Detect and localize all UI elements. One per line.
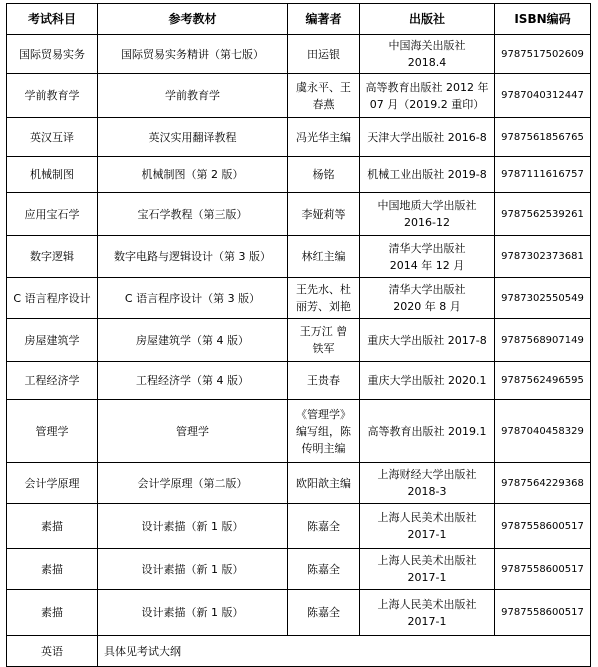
cell-isbn: 9787558600517 bbox=[495, 590, 591, 636]
header-isbn: ISBN编码 bbox=[495, 4, 591, 35]
cell-author-line: 编写组，陈 bbox=[296, 424, 351, 438]
table-row bbox=[7, 319, 591, 362]
table-row bbox=[7, 236, 591, 278]
cell-publisher-line: 机械工业出版社 2019-8 bbox=[367, 168, 487, 181]
cell-author bbox=[288, 463, 360, 504]
cell-publisher-line: 清华大学出版社 bbox=[388, 283, 466, 296]
cell-textbook: 数字电路与逻辑设计（第 3 版） bbox=[98, 236, 288, 278]
cell-author-line: 《管理学》 bbox=[296, 407, 351, 421]
cell-publisher-line: 2014 年 12 月 bbox=[389, 258, 465, 272]
cell-publisher bbox=[360, 549, 495, 590]
cell-publisher-line: 上海人民美术出版社 bbox=[377, 511, 477, 524]
cell-publisher bbox=[360, 362, 495, 400]
cell-textbook: 工程经济学（第 4 版） bbox=[98, 362, 288, 400]
cell-author bbox=[288, 362, 360, 400]
cell-publisher-line: 上海人民美术出版社 bbox=[377, 597, 477, 611]
table-row bbox=[7, 549, 591, 590]
table-body bbox=[7, 35, 591, 636]
cell-publisher-line: 中国海关出版社 bbox=[388, 39, 466, 52]
cell-author-line: 林红主编 bbox=[301, 250, 346, 263]
cell-textbook: 英汉实用翻译教程 bbox=[98, 118, 288, 157]
cell-author bbox=[288, 504, 360, 549]
cell-textbook: 设计素描（新 1 版） bbox=[98, 504, 288, 549]
cell-author bbox=[288, 278, 360, 319]
cell-author bbox=[288, 400, 360, 463]
cell-author-line: 陈嘉全 bbox=[307, 606, 340, 619]
table-row bbox=[7, 400, 591, 463]
cell-publisher bbox=[360, 319, 495, 362]
cell-author-line: 陈嘉全 bbox=[307, 562, 340, 576]
cell-publisher-line: 2017-1 bbox=[407, 571, 447, 584]
cell-publisher bbox=[360, 590, 495, 636]
cell-textbook: 会计学原理（第二版） bbox=[98, 463, 288, 504]
cell-author bbox=[288, 157, 360, 193]
cell-subject: 学前教育学 bbox=[7, 74, 98, 118]
cell-author-line: 丽芳、刘艳 bbox=[296, 300, 351, 313]
cell-author bbox=[288, 74, 360, 118]
cell-publisher bbox=[360, 157, 495, 193]
table-row bbox=[7, 35, 591, 74]
cell-publisher-line: 07 月（2019.2 重印） bbox=[369, 97, 485, 111]
cell-publisher bbox=[360, 193, 495, 236]
cell-subject: C 语言程序设计 bbox=[7, 278, 98, 319]
cell-author-line: 王万江 曾 bbox=[299, 325, 348, 338]
cell-author bbox=[288, 118, 360, 157]
cell-publisher-line: 2016-12 bbox=[404, 216, 450, 229]
cell-publisher-line: 清华大学出版社 bbox=[388, 241, 466, 255]
cell-subject: 工程经济学 bbox=[7, 362, 98, 400]
cell-isbn: 9787568907149 bbox=[495, 319, 591, 362]
table-row bbox=[7, 504, 591, 549]
cell-publisher bbox=[360, 278, 495, 319]
cell-textbook: 宝石学教程（第三版） bbox=[98, 193, 288, 236]
cell-textbook: C 语言程序设计（第 3 版） bbox=[98, 278, 288, 319]
header-subject: 考试科目 bbox=[7, 4, 98, 35]
cell-publisher bbox=[360, 504, 495, 549]
cell-subject: 管理学 bbox=[7, 400, 98, 463]
cell-isbn: 9787558600517 bbox=[495, 504, 591, 549]
cell-isbn: 9787302373681 bbox=[495, 236, 591, 278]
table-row bbox=[7, 463, 591, 504]
table-row bbox=[7, 118, 591, 157]
cell-publisher bbox=[360, 400, 495, 463]
cell-author bbox=[288, 236, 360, 278]
cell-textbook: 国际贸易实务精讲（第七版） bbox=[98, 35, 288, 74]
cell-author-line: 铁军 bbox=[312, 342, 335, 355]
cell-isbn: 9787517502609 bbox=[495, 35, 591, 74]
cell-isbn: 9787040458329 bbox=[495, 400, 591, 463]
cell-subject: 数字逻辑 bbox=[7, 236, 98, 278]
cell-isbn: 9787562496595 bbox=[495, 362, 591, 400]
cell-author bbox=[288, 590, 360, 636]
cell-isbn: 9787040312447 bbox=[495, 74, 591, 118]
cell-publisher bbox=[360, 35, 495, 74]
cell-author-line: 陈嘉全 bbox=[307, 519, 340, 533]
cell-textbook: 学前教育学 bbox=[98, 74, 288, 118]
table-header-row bbox=[7, 4, 591, 35]
cell-subject: 素描 bbox=[7, 590, 98, 636]
cell-textbook: 设计素描（新 1 版） bbox=[98, 590, 288, 636]
header-author: 编著者 bbox=[288, 4, 360, 35]
cell-isbn: 9787302550549 bbox=[495, 278, 591, 319]
cell-isbn: 9787564229368 bbox=[495, 463, 591, 504]
cell-author-line: 欧阳歆主编 bbox=[296, 476, 351, 490]
cell-publisher bbox=[360, 74, 495, 118]
cell-subject: 机械制图 bbox=[7, 157, 98, 193]
cell-publisher-line: 2018.4 bbox=[407, 56, 447, 69]
header-textbook: 参考教材 bbox=[98, 4, 288, 35]
cell-textbook: 管理学 bbox=[98, 400, 288, 463]
cell-publisher bbox=[360, 118, 495, 157]
cell-textbook: 机械制图（第 2 版） bbox=[98, 157, 288, 193]
table-row bbox=[7, 278, 591, 319]
cell-textbook: 房屋建筑学（第 4 版） bbox=[98, 319, 288, 362]
cell-publisher-line: 2018-3 bbox=[407, 485, 447, 498]
cell-author-line: 田运银 bbox=[307, 47, 340, 61]
cell-author bbox=[288, 35, 360, 74]
cell-publisher-line: 中国地质大学出版社 bbox=[377, 199, 477, 212]
cell-publisher-line: 重庆大学出版社 2020.1 bbox=[367, 374, 487, 387]
cell-author bbox=[288, 319, 360, 362]
cell-publisher-line: 上海财经大学出版社 bbox=[377, 468, 477, 481]
cell-subject: 英语 bbox=[7, 636, 98, 667]
cell-author-line: 冯光华主编 bbox=[296, 130, 351, 144]
table-row bbox=[7, 362, 591, 400]
header-publisher: 出版社 bbox=[360, 4, 495, 35]
cell-author-line: 虞永平、王 bbox=[296, 80, 351, 94]
cell-publisher-line: 2017-1 bbox=[407, 528, 447, 541]
cell-publisher-line: 高等教育出版社 2012 年 bbox=[365, 80, 489, 94]
textbook-table bbox=[6, 3, 591, 667]
table-row bbox=[7, 157, 591, 193]
cell-publisher bbox=[360, 463, 495, 504]
cell-author-line: 传明主编 bbox=[301, 441, 346, 455]
table-row bbox=[7, 193, 591, 236]
cell-subject: 素描 bbox=[7, 549, 98, 590]
cell-author bbox=[288, 549, 360, 590]
cell-subject: 国际贸易实务 bbox=[7, 35, 98, 74]
cell-author-line: 杨铭 bbox=[312, 168, 335, 181]
cell-author-line: 王先水、杜 bbox=[296, 283, 351, 296]
cell-author-line: 王贵春 bbox=[307, 374, 340, 387]
cell-isbn: 9787111616757 bbox=[495, 157, 591, 193]
cell-note: 具体见考试大纲 bbox=[98, 636, 591, 667]
cell-isbn: 9787562539261 bbox=[495, 193, 591, 236]
cell-publisher bbox=[360, 236, 495, 278]
cell-isbn: 9787561856765 bbox=[495, 118, 591, 157]
cell-publisher-line: 上海人民美术出版社 bbox=[377, 554, 477, 567]
table-row bbox=[7, 590, 591, 636]
cell-author-line: 李娅莉等 bbox=[301, 207, 346, 221]
cell-subject: 应用宝石学 bbox=[7, 193, 98, 236]
cell-publisher-line: 重庆大学出版社 2017-8 bbox=[367, 333, 487, 347]
cell-publisher-line: 2017-1 bbox=[407, 614, 447, 628]
cell-subject: 会计学原理 bbox=[7, 463, 98, 504]
cell-publisher-line: 天津大学出版社 2016-8 bbox=[367, 130, 487, 144]
cell-author bbox=[288, 193, 360, 236]
table-row bbox=[7, 74, 591, 118]
textbook-table-container bbox=[6, 3, 591, 667]
cell-publisher-line: 2020 年 8 月 bbox=[393, 300, 461, 313]
cell-subject: 房屋建筑学 bbox=[7, 319, 98, 362]
table-row-english bbox=[7, 636, 591, 667]
cell-isbn: 9787558600517 bbox=[495, 549, 591, 590]
cell-publisher-line: 高等教育出版社 2019.1 bbox=[367, 424, 487, 438]
cell-subject: 英汉互译 bbox=[7, 118, 98, 157]
cell-textbook: 设计素描（新 1 版） bbox=[98, 549, 288, 590]
cell-author-line: 春燕 bbox=[312, 97, 335, 111]
cell-subject: 素描 bbox=[7, 504, 98, 549]
